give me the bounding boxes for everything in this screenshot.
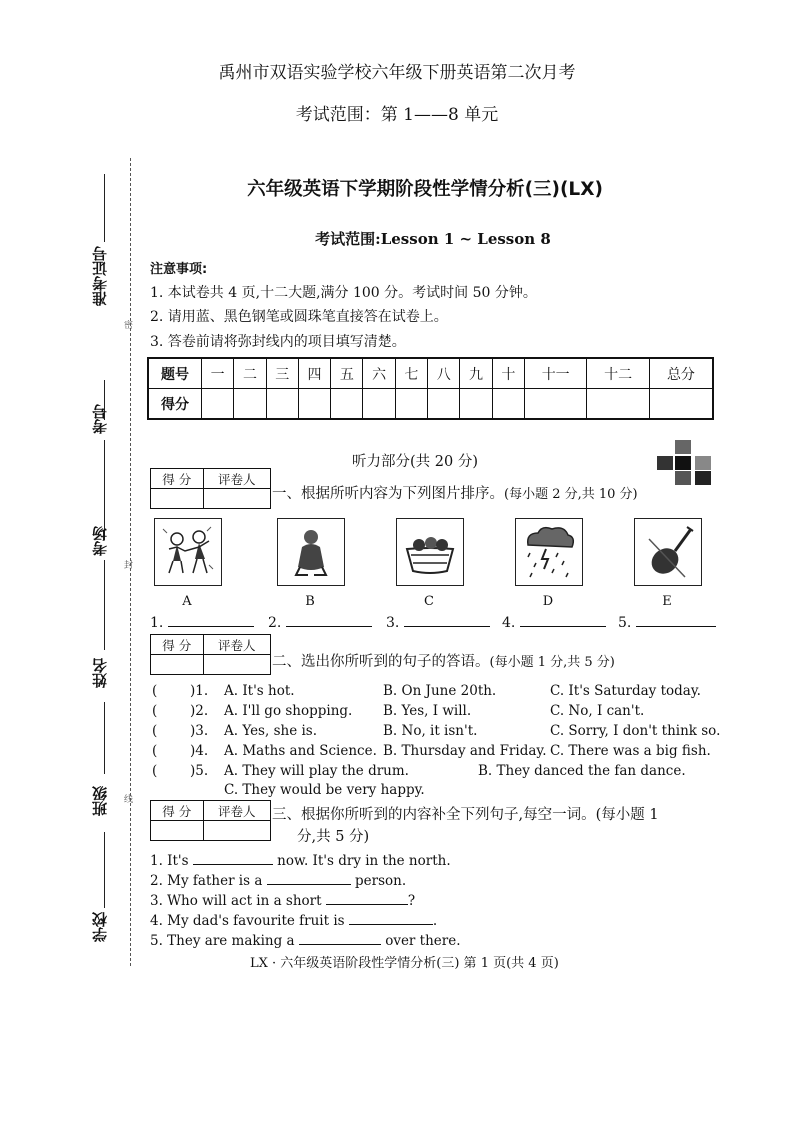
option-a[interactable]: A. Yes, she is. bbox=[224, 723, 318, 739]
option-b[interactable]: B. They danced the fan dance. bbox=[478, 763, 686, 779]
order-blank-number: 1. bbox=[150, 615, 164, 631]
score-cell[interactable] bbox=[492, 389, 524, 420]
paper-title: 六年级英语下学期阶段性学情分析(三)(LX) bbox=[247, 179, 603, 200]
option-b[interactable]: B. On June 20th. bbox=[383, 683, 497, 699]
question-2-3: ( bbox=[152, 723, 158, 739]
answer-line[interactable] bbox=[193, 850, 273, 865]
question-number: )5. bbox=[190, 763, 209, 779]
question-2-4: ( bbox=[152, 743, 158, 759]
name-line bbox=[104, 560, 105, 650]
picture-label-d: D bbox=[542, 594, 554, 609]
score-cell[interactable] bbox=[587, 389, 649, 420]
grader-reviewer-label: 评卷人 bbox=[203, 635, 270, 655]
col-1: 一 bbox=[202, 358, 234, 389]
order-blank-2[interactable] bbox=[268, 612, 372, 631]
answer-line[interactable] bbox=[286, 612, 372, 627]
fill-suffix: person. bbox=[355, 873, 407, 889]
margin-label-name: 姓名 bbox=[91, 658, 109, 688]
picture-label-b: B bbox=[305, 594, 315, 609]
score-cell[interactable] bbox=[363, 389, 395, 420]
answer-line[interactable] bbox=[349, 910, 433, 925]
col-10: 十 bbox=[492, 358, 524, 389]
section3-title-cont: 分,共 5 分) bbox=[297, 829, 370, 845]
fill-prefix: 1. It's bbox=[150, 853, 189, 869]
option-a[interactable]: A. Maths and Science. bbox=[224, 743, 377, 759]
question-2-1: ( bbox=[152, 683, 158, 699]
fill-prefix: 3. Who will act in a short bbox=[150, 893, 322, 909]
fill-prefix: 4. My dad's favourite fruit is bbox=[150, 913, 345, 929]
seal-mark-feng: 封 bbox=[124, 561, 134, 571]
score-cell[interactable] bbox=[395, 389, 427, 420]
option-a[interactable]: A. I'll go shopping. bbox=[224, 703, 353, 719]
picture-c bbox=[396, 518, 464, 586]
section2-heading bbox=[272, 650, 615, 671]
col-3: 三 bbox=[266, 358, 298, 389]
col-8: 八 bbox=[428, 358, 460, 389]
grader-score-cell[interactable] bbox=[151, 489, 204, 509]
margin-label-exam-room: 考场 bbox=[91, 526, 109, 556]
section1-heading bbox=[272, 482, 638, 503]
answer-line[interactable] bbox=[267, 870, 351, 885]
exam-header-title: 禹州市双语实验学校六年级下册英语第二次月考 bbox=[218, 63, 576, 83]
col-6: 六 bbox=[363, 358, 395, 389]
fill-item-4 bbox=[150, 910, 437, 929]
notes-heading: 注意事项: bbox=[150, 262, 208, 277]
section2-points: (每小题 1 分,共 5 分) bbox=[489, 655, 615, 670]
margin-label-class: 班级 bbox=[91, 786, 109, 816]
option-c[interactable]: C. No, I can't. bbox=[550, 703, 645, 719]
question-number: )4. bbox=[190, 743, 209, 759]
order-blank-3[interactable] bbox=[386, 612, 490, 631]
fill-item-2 bbox=[150, 870, 406, 889]
margin-label-exam-number: 考号 bbox=[91, 404, 109, 434]
grader-score-cell[interactable] bbox=[151, 821, 204, 841]
answer-line[interactable] bbox=[326, 890, 408, 905]
order-blank-5[interactable] bbox=[618, 612, 716, 631]
grader-score-label: 得 分 bbox=[151, 469, 204, 489]
grader-reviewer-cell[interactable] bbox=[203, 655, 270, 675]
section2-title: 二、选出你所听到的句子的答语。 bbox=[272, 654, 490, 670]
fill-suffix: now. It's dry in the north. bbox=[277, 853, 451, 869]
answer-line[interactable] bbox=[404, 612, 490, 627]
dancing-people-icon bbox=[155, 519, 221, 585]
question-2-2: ( bbox=[152, 703, 158, 719]
col-2: 二 bbox=[234, 358, 266, 389]
grader-box-2 bbox=[150, 634, 271, 675]
question-number: )3. bbox=[190, 723, 209, 739]
option-c[interactable]: C. It's Saturday today. bbox=[550, 683, 701, 699]
option-c[interactable]: C. There was a big fish. bbox=[550, 743, 711, 759]
picture-d bbox=[515, 518, 583, 586]
answer-line[interactable] bbox=[168, 612, 254, 627]
paper-scope: 考试范围:Lesson 1 ~ Lesson 8 bbox=[315, 230, 551, 248]
question-2-5: ( bbox=[152, 763, 158, 779]
option-b[interactable]: B. No, it isn't. bbox=[383, 723, 478, 739]
fill-prefix: 5. They are making a bbox=[150, 933, 295, 949]
score-cell[interactable] bbox=[428, 389, 460, 420]
fill-suffix: . bbox=[432, 913, 438, 929]
score-table-label: 题号 bbox=[148, 358, 202, 389]
score-cell[interactable] bbox=[460, 389, 492, 420]
note-1: 1. 本试卷共 4 页,十二大题,满分 100 分。考试时间 50 分钟。 bbox=[150, 285, 537, 301]
admission-number-line bbox=[104, 174, 105, 242]
answer-line[interactable] bbox=[299, 930, 381, 945]
question-number: )2. bbox=[190, 703, 209, 719]
fill-item-3 bbox=[150, 890, 415, 909]
grader-reviewer-cell[interactable] bbox=[203, 821, 270, 841]
score-table bbox=[147, 357, 714, 420]
grader-score-label: 得 分 bbox=[151, 635, 204, 655]
child-sitting-icon bbox=[278, 519, 344, 585]
section1-title: 一、根据所听内容为下列图片排序。 bbox=[272, 486, 504, 502]
grader-score-cell[interactable] bbox=[151, 655, 204, 675]
grader-score-label: 得 分 bbox=[151, 801, 204, 821]
option-b[interactable]: B. Yes, I will. bbox=[383, 703, 472, 719]
picture-label-e: E bbox=[662, 594, 672, 609]
fill-item-5 bbox=[150, 930, 461, 949]
col-11: 十一 bbox=[524, 358, 586, 389]
listening-section-title: 听力部分(共 20 分) bbox=[352, 454, 478, 470]
score-cell[interactable] bbox=[234, 389, 266, 420]
answer-line[interactable] bbox=[520, 612, 606, 627]
option-a[interactable]: A. It's hot. bbox=[224, 683, 295, 699]
answer-line[interactable] bbox=[636, 612, 716, 627]
class-line bbox=[104, 702, 105, 774]
col-7: 七 bbox=[395, 358, 427, 389]
order-blank-number: 2. bbox=[268, 615, 282, 631]
grader-reviewer-cell[interactable] bbox=[203, 489, 270, 509]
col-5: 五 bbox=[331, 358, 363, 389]
grader-box-1 bbox=[150, 468, 271, 509]
col-4: 四 bbox=[298, 358, 330, 389]
order-blank-number: 5. bbox=[618, 615, 632, 631]
score-table-header-row bbox=[148, 358, 713, 389]
score-cell[interactable] bbox=[202, 389, 234, 420]
score-table-score-row bbox=[148, 389, 713, 420]
question-number: )1. bbox=[190, 683, 209, 699]
section3-title: 三、根据你所听到的内容补全下列句子,每空一词。(每小题 1 bbox=[272, 807, 659, 823]
col-9: 九 bbox=[460, 358, 492, 389]
option-c[interactable]: C. Sorry, I don't think so. bbox=[550, 723, 721, 739]
grader-box-3 bbox=[150, 800, 271, 841]
margin-label-school: 学校 bbox=[91, 912, 109, 942]
score-cell[interactable] bbox=[649, 389, 713, 420]
fill-suffix: ? bbox=[407, 893, 416, 909]
fill-prefix: 2. My father is a bbox=[150, 873, 263, 889]
order-blank-number: 4. bbox=[502, 615, 516, 631]
grader-reviewer-label: 评卷人 bbox=[203, 801, 270, 821]
picture-label-c: C bbox=[424, 594, 434, 609]
exam-room-line bbox=[104, 440, 105, 540]
fill-item-1 bbox=[150, 850, 451, 869]
section1-points: (每小题 2 分,共 10 分) bbox=[504, 487, 638, 502]
order-blank-1[interactable] bbox=[150, 612, 254, 631]
option-c[interactable]: C. They would be very happy. bbox=[224, 782, 425, 798]
col-12: 十二 bbox=[587, 358, 649, 389]
page-footer: LX · 六年级英语阶段性学情分析(三) 第 1 页(共 4 页) bbox=[250, 956, 559, 971]
picture-a bbox=[154, 518, 222, 586]
picture-b bbox=[277, 518, 345, 586]
order-blank-number: 3. bbox=[386, 615, 400, 631]
col-total: 总分 bbox=[649, 358, 713, 389]
score-cell[interactable] bbox=[298, 389, 330, 420]
seal-mark-xian: 线 bbox=[124, 795, 134, 805]
score-cell[interactable] bbox=[266, 389, 298, 420]
exam-header-scope: 考试范围：第 1——8 单元 bbox=[295, 105, 499, 125]
score-cell[interactable] bbox=[331, 389, 363, 420]
score-row-label: 得分 bbox=[148, 389, 202, 420]
note-3: 3. 答卷前请将弥封线内的项目填写清楚。 bbox=[150, 334, 406, 350]
fruit-basket-icon bbox=[397, 519, 463, 585]
qr-code-icon bbox=[655, 440, 715, 485]
note-2: 2. 请用蓝、黑色钢笔或圆珠笔直接答在试卷上。 bbox=[150, 309, 448, 325]
picture-e bbox=[634, 518, 702, 586]
violin-icon bbox=[635, 519, 701, 585]
picture-label-a: A bbox=[182, 594, 192, 609]
margin-label-admission: 准考证号 bbox=[91, 246, 109, 306]
option-b[interactable]: B. Thursday and Friday. bbox=[383, 743, 547, 759]
school-line bbox=[104, 832, 105, 908]
score-cell[interactable] bbox=[524, 389, 586, 420]
order-blank-4[interactable] bbox=[502, 612, 606, 631]
seal-mark-mi: 密 bbox=[124, 321, 134, 331]
storm-cloud-icon bbox=[516, 519, 582, 585]
fill-suffix: over there. bbox=[385, 933, 461, 949]
grader-reviewer-label: 评卷人 bbox=[203, 469, 270, 489]
option-a[interactable]: A. They will play the drum. bbox=[224, 763, 409, 779]
